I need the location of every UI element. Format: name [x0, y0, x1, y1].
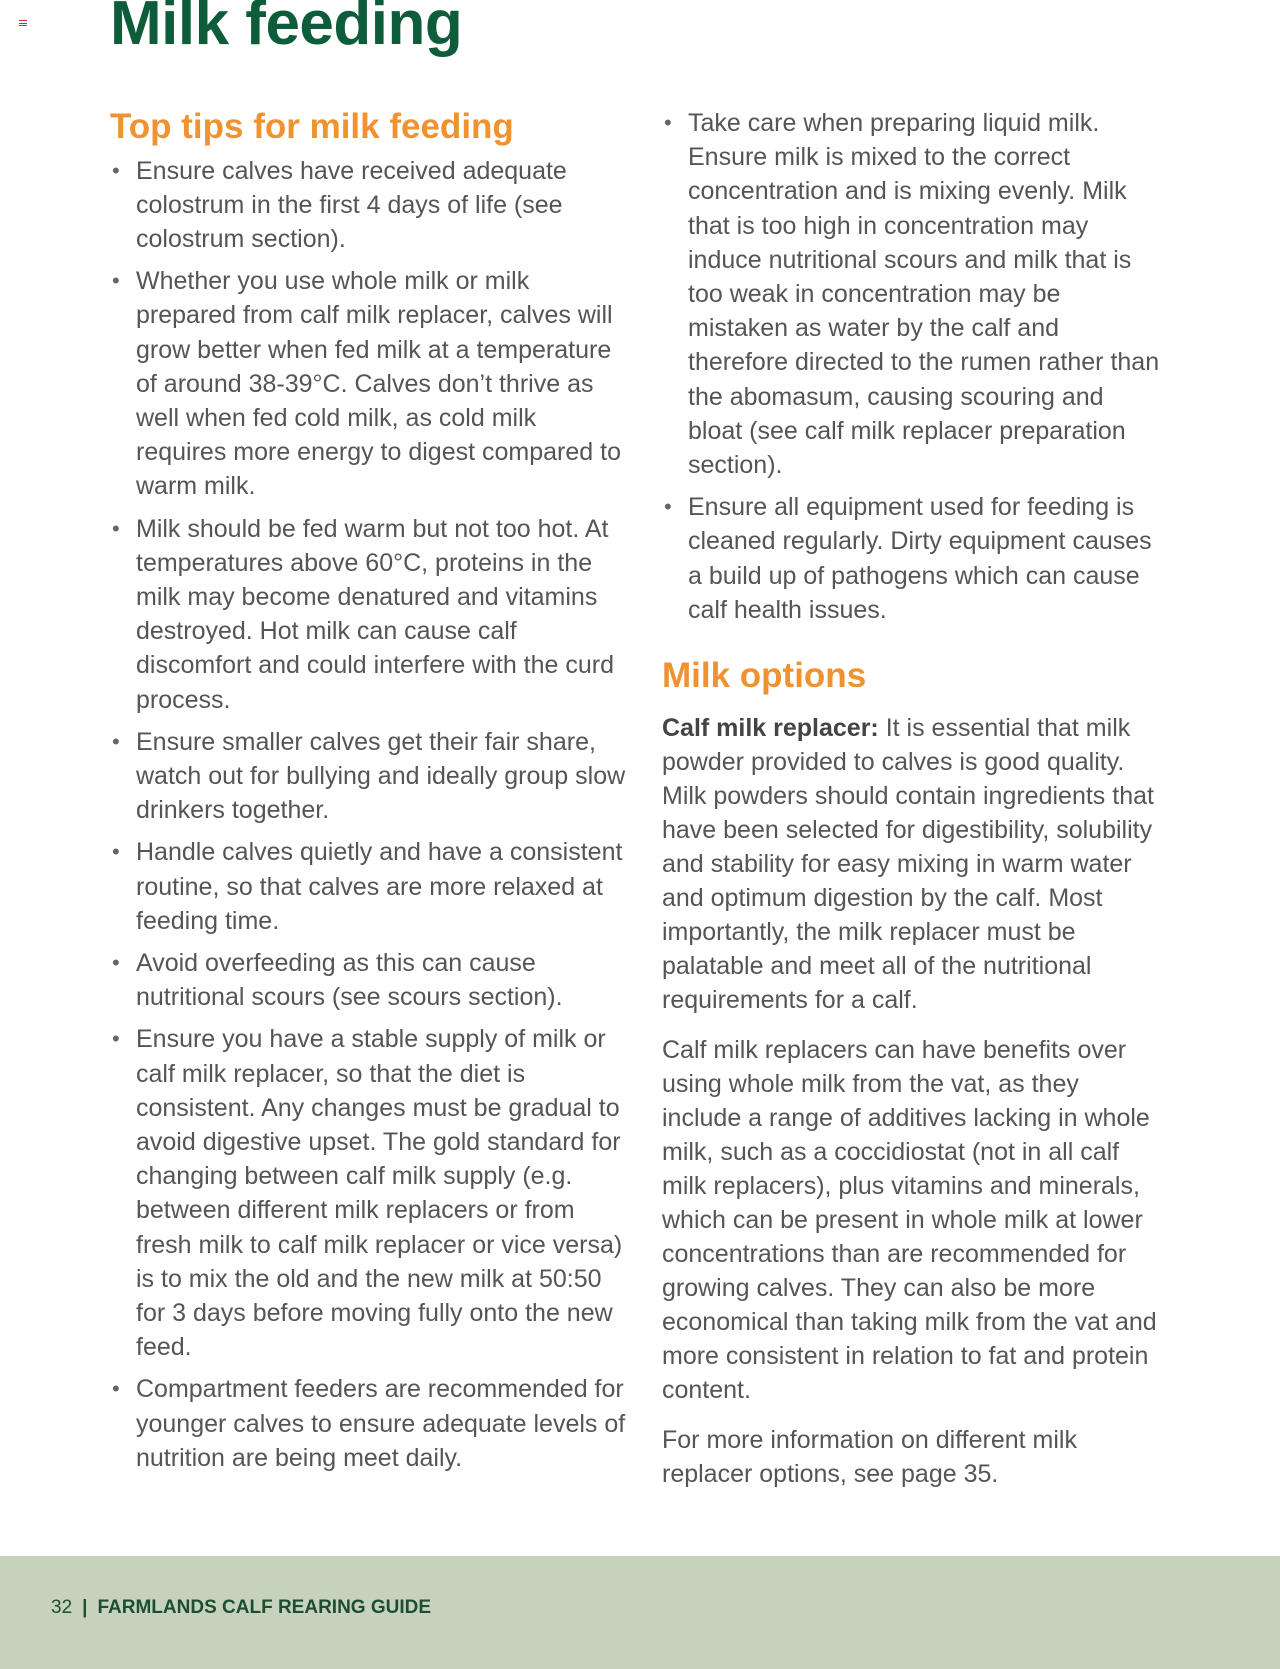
tip-text: Handle calves quietly and have a consistent routine, so that calves are more relaxed at feeding time. — [136, 838, 623, 935]
list-item — [662, 106, 1162, 482]
footer-separator: | — [82, 1597, 88, 1618]
bullet-icon: • — [112, 157, 120, 183]
tip-text: Milk should be fed warm but not too hot. At temperatures above 60°C, proteins in the milk may become denatured and vitamins destroyed. Hot milk can cause calf discomfort and could interfere with the curd process. — [136, 514, 615, 714]
left-column — [110, 104, 630, 1483]
menu-icon[interactable] — [19, 20, 27, 26]
tip-text: Ensure calves have received adequate colostrum in the first 4 days of life (see colostrum section). — [136, 156, 567, 253]
bullet-icon: • — [112, 515, 120, 541]
tip-text: Compartment feeders are recommended for younger calves to ensure adequate levels of nutrition are being meet daily. — [136, 1375, 626, 1472]
paragraph-benefits: Calf milk replacers can have benefits over using whole milk from the vat, as they include a range of additives lacking in whole milk, such as a coccidiostat (not in all calf milk replacers), plus vitamins and minerals, which can be present in whole milk at lower concentrations than are recommended for growing calves. They can also be more economical than taking milk from the vat and more consistent in relation to fat and protein content. — [662, 1035, 1157, 1404]
footer — [51, 1597, 431, 1619]
section-heading-top-tips: Top tips for milk feeding — [110, 107, 514, 146]
list-item — [110, 835, 630, 938]
list-item — [110, 1372, 630, 1475]
paragraph-calf-milk-replacer — [662, 711, 1162, 1017]
bullet-icon: • — [112, 1026, 120, 1052]
top-tips-list — [110, 154, 630, 1476]
bullet-icon: • — [664, 494, 672, 520]
list-item — [110, 264, 630, 503]
tip-text: Ensure all equipment used for feeding is cleaned regularly. Dirty equipment causes a build up of pathogens which can cause calf health issues. — [688, 493, 1152, 624]
tip-text: Avoid overfeeding as this can cause nutritional scours (see scours section). — [136, 948, 563, 1012]
tip-text: Ensure smaller calves get their fair share, watch out for bullying and ideally group slow drinkers together. — [136, 727, 626, 825]
paragraph-text: It is essential that milk powder provided to calves is good quality. Milk powders should contain ingredients that have been selected for digestibility, solubility and stability for easy mixing in warm water and optimum digestion by the calf. Most importantly, the milk replacer must be palatable and meet all of the nutritional requirements for a calf. — [662, 713, 1154, 1014]
bullet-icon: • — [112, 728, 120, 754]
list-item — [110, 154, 630, 257]
list-item — [110, 1022, 630, 1364]
bullet-icon: • — [112, 1376, 120, 1402]
bullet-icon: • — [112, 839, 120, 865]
tip-text: Take care when preparing liquid milk. Ensure milk is mixed to the correct concentration and is mixing evenly. Milk that is too high in concentration may induce nutritional scours and milk that is too weak in concentration may be mistaken as water by the calf and therefore directed to the rumen rather than the abomasum, causing scouring and bloat (see calf milk replacer preparation section). — [688, 109, 1160, 480]
page-number: 32 — [51, 1597, 73, 1618]
continued-tips-list — [662, 106, 1162, 627]
right-column — [662, 106, 1162, 1507]
tip-text: Ensure you have a stable supply of milk or calf milk replacer, so that the diet is consistent. Any changes must be gradual to avoid digestive upset. The gold standard for changing between calf milk supply (e.g. between different milk replacers or from fresh milk to calf milk replacer or vice versa) is to mix the old and the new milk at 50:50 for 3 days before moving fully onto the new feed. — [136, 1025, 623, 1362]
bullet-icon: • — [112, 949, 120, 975]
page-title: Milk feeding — [110, 0, 463, 58]
bullet-icon: • — [664, 110, 672, 135]
paragraph-more-info: For more information on different milk replacer options, see page 35. — [662, 1425, 1077, 1488]
publication-title: FARMLANDS CALF REARING GUIDE — [97, 1597, 432, 1618]
list-item — [110, 725, 630, 828]
list-item — [110, 512, 630, 717]
paragraph-lead: Calf milk replacer: — [662, 713, 879, 742]
list-item — [110, 946, 630, 1014]
list-item — [662, 490, 1162, 627]
tip-text: Whether you use whole milk or milk prepared from calf milk replacer, calves will grow better when fed milk at a temperature of around 38-39°C. Calves don’t thrive as well when fed cold milk, as cold milk requires more energy to digest compared to warm milk. — [136, 267, 621, 501]
section-heading-milk-options: Milk options — [662, 656, 867, 696]
bullet-icon: • — [112, 268, 120, 294]
